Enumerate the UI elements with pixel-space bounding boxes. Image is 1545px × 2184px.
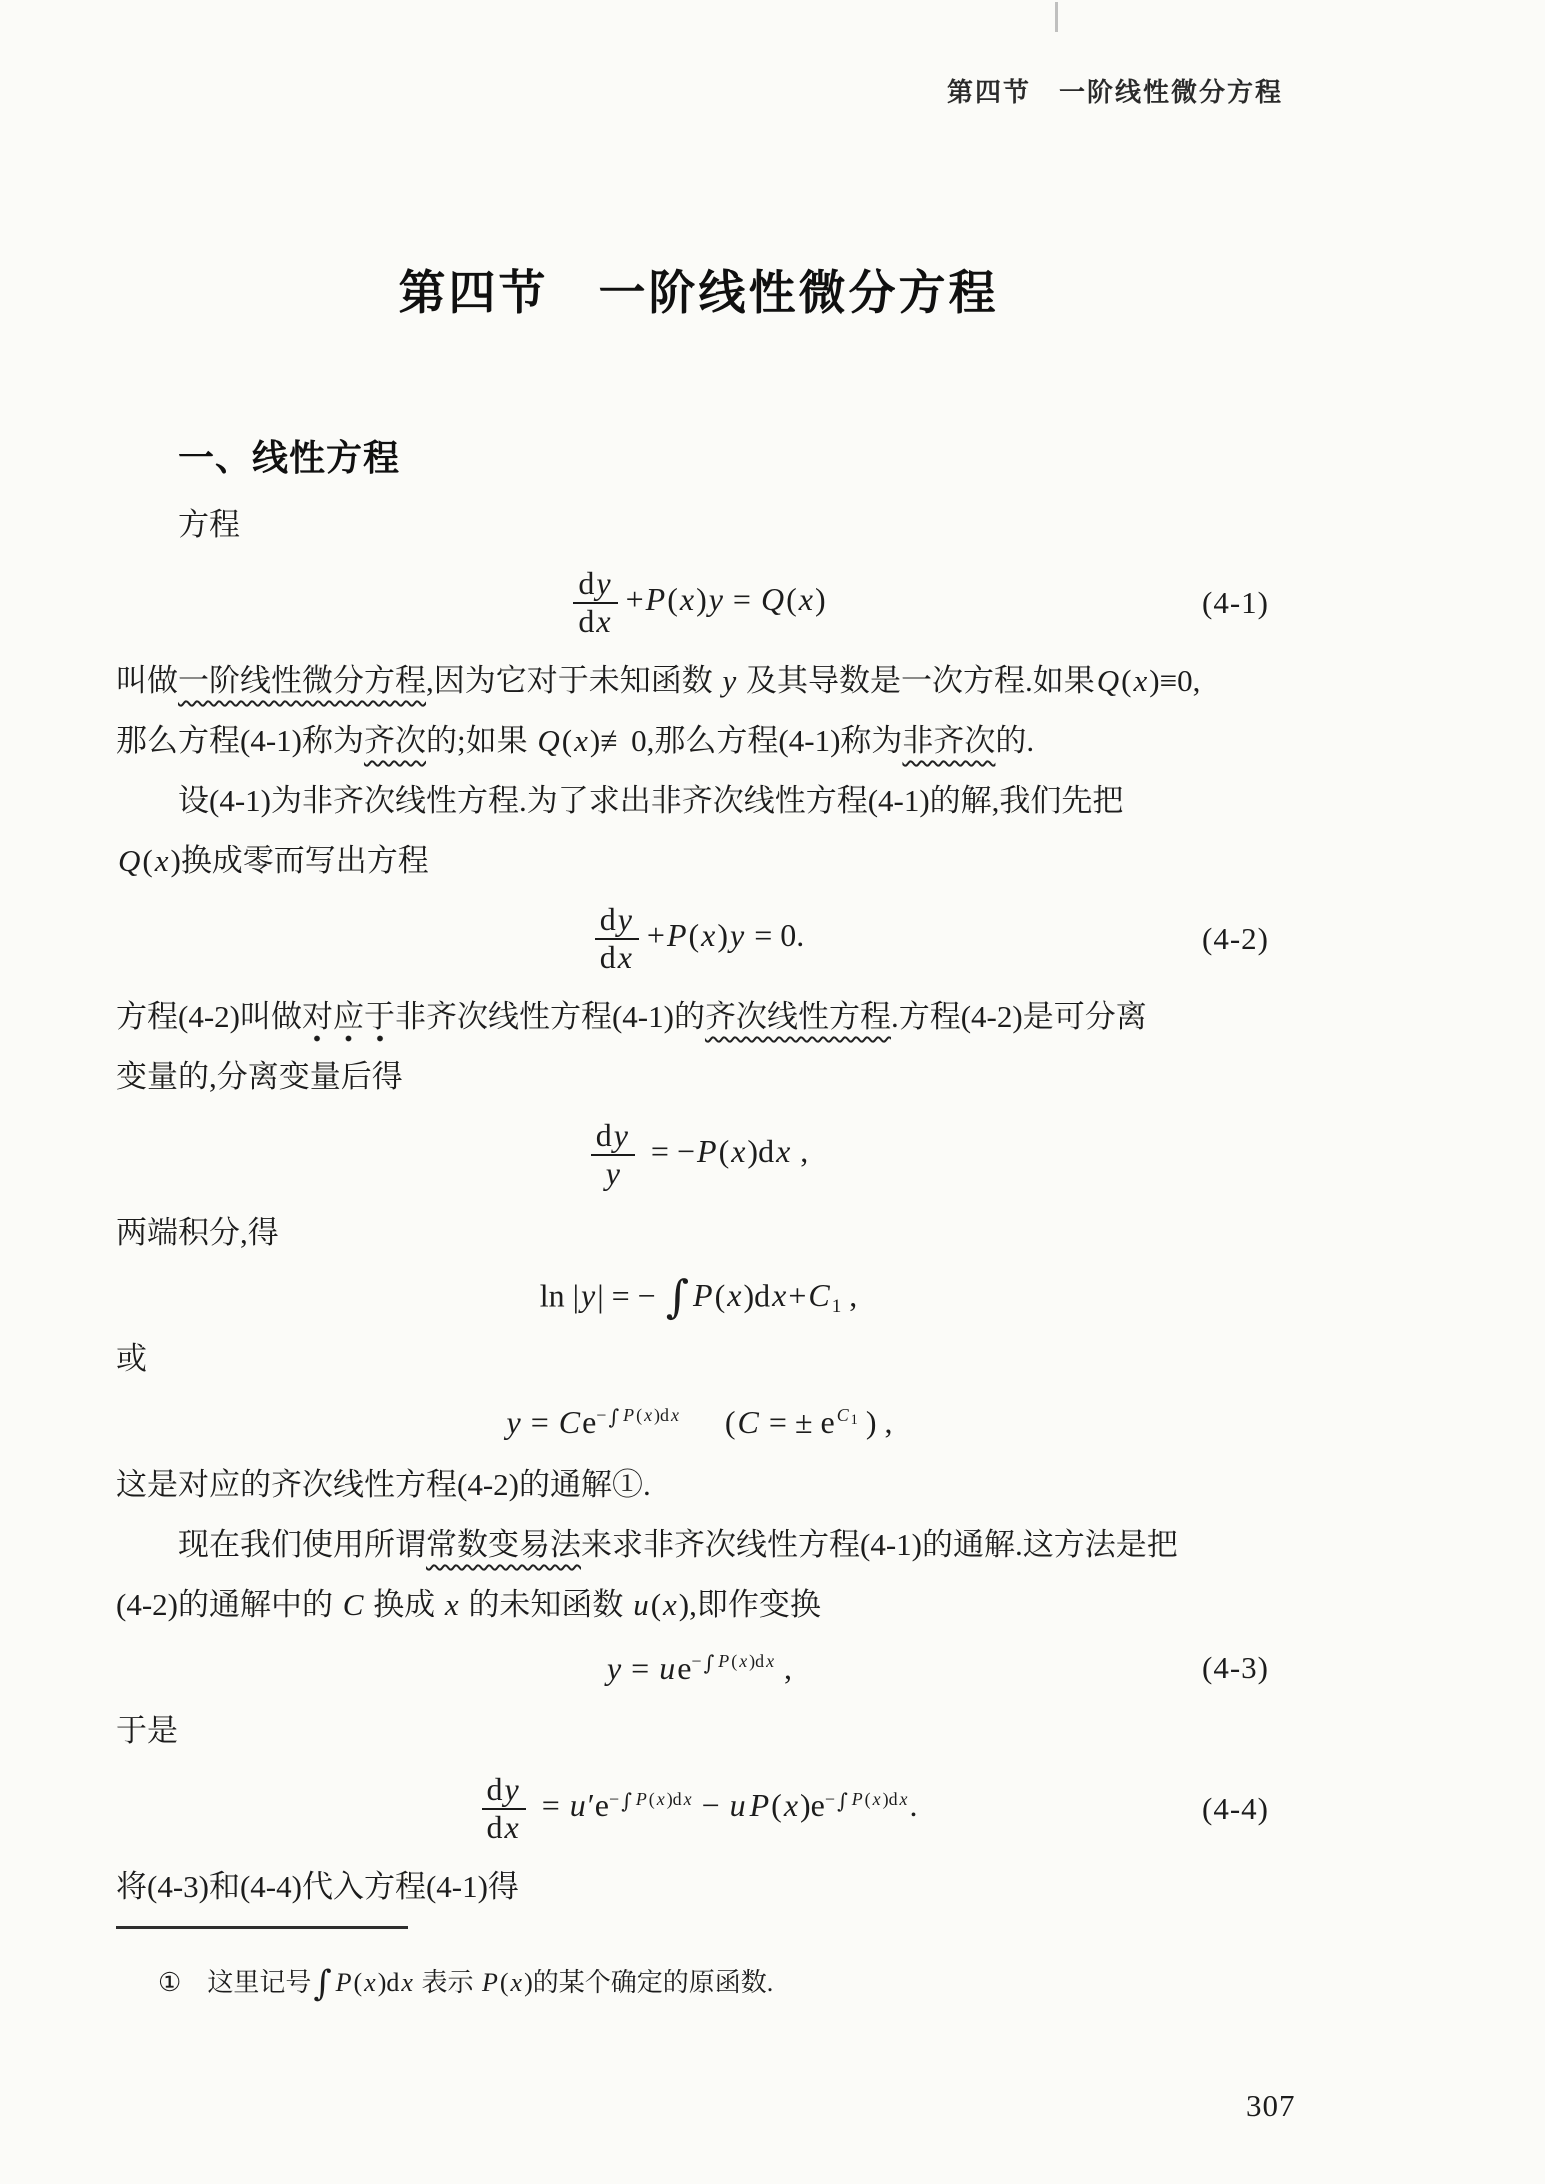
math-variable: x <box>656 1789 665 1810</box>
formula-body <box>571 566 825 640</box>
math-variable: C <box>558 1403 581 1440</box>
integral-sign: ∫ <box>608 1404 620 1429</box>
running-header: 第四节 一阶线性微分方程 <box>946 77 1283 107</box>
math-variable: x <box>670 1405 679 1426</box>
math-variable: x <box>617 939 632 975</box>
text-run: 这是对应的齐次线性方程(4-2)的通解①. <box>116 1467 651 1502</box>
math-roman: ) <box>170 843 181 878</box>
math-variable: P <box>335 1968 352 1997</box>
math-roman: ) <box>814 581 826 618</box>
math-roman: d <box>486 1771 503 1808</box>
formula-body <box>540 1270 858 1323</box>
math-roman: ) <box>589 723 601 758</box>
math-variable: x <box>798 581 813 618</box>
math-roman: ( <box>667 581 678 618</box>
math-roman: | <box>572 1277 579 1314</box>
fraction-numerator <box>573 566 617 602</box>
math-variable: Q <box>1096 663 1120 698</box>
display-formula <box>116 1635 1281 1701</box>
math-variable: y <box>506 1403 521 1440</box>
subscript <box>832 1296 842 1317</box>
math-variable: x <box>739 1651 748 1672</box>
math-variable: x <box>783 1787 799 1824</box>
math-roman: ) <box>524 1968 533 1997</box>
subscript <box>851 1412 858 1428</box>
math-roman: ≡ <box>1159 663 1178 698</box>
integral-sign: ∫ <box>703 1650 715 1675</box>
page-number: 307 <box>1246 2088 1296 2123</box>
math-roman: ( <box>714 1277 726 1314</box>
math-roman: = <box>623 1649 658 1686</box>
paragraph <box>116 831 1281 891</box>
math-roman: = <box>522 1403 557 1440</box>
text-run: 及其导数是一次方程.如果 <box>738 663 1095 698</box>
math-variable: C <box>808 1277 830 1314</box>
math-roman: e <box>820 1403 835 1440</box>
text-run: , <box>1192 663 1201 698</box>
paragraph <box>116 1329 1281 1389</box>
integral-sign: ∫ <box>313 1963 332 2005</box>
wavy-underlined-text: 齐次线性方程 <box>704 999 891 1034</box>
math-variable: C <box>737 1403 759 1440</box>
math-roman: ( <box>1121 663 1132 698</box>
math-roman: ① <box>158 1968 182 1997</box>
math-roman: , <box>876 1403 893 1440</box>
text-run: 的未知函数 <box>460 1587 632 1622</box>
wavy-underlined-text: 齐次 <box>363 723 426 758</box>
math-variable: C <box>342 1587 364 1622</box>
display-formula <box>116 1263 1281 1329</box>
math-roman: = <box>724 581 759 618</box>
math-roman: d <box>386 1968 400 1997</box>
math-variable: x <box>727 1277 742 1314</box>
text-run: 非齐次线性方程(4-1)的 <box>394 999 705 1034</box>
math-roman: ( <box>142 843 153 878</box>
math-roman: ( <box>636 1405 643 1426</box>
math-variable: P <box>851 1789 863 1810</box>
math-variable: x <box>504 1809 519 1845</box>
math-roman: ( <box>648 1789 655 1810</box>
math-variable: x <box>701 917 716 954</box>
equation-number: (4-3) <box>1202 1650 1269 1685</box>
math-variable: x <box>872 1789 881 1810</box>
math-variable: x <box>731 1133 746 1170</box>
math-variable: y <box>605 1155 620 1191</box>
math-roman: = <box>746 917 781 954</box>
paragraph <box>116 651 1281 711</box>
math-roman: ) <box>800 1787 811 1824</box>
fraction-denominator <box>573 604 617 640</box>
math-roman: d <box>599 939 616 975</box>
math-roman: 1 <box>850 1412 858 1429</box>
math-variable: P <box>718 1651 730 1672</box>
math-roman: ln <box>539 1277 573 1314</box>
math-variable: x <box>766 1651 775 1672</box>
text-run: .方程(4-2)是可分离 <box>890 999 1147 1034</box>
math-roman: 1 <box>831 1295 842 1317</box>
fraction <box>595 902 639 976</box>
footnote-rule <box>116 1926 408 1929</box>
math-roman: ( <box>561 723 573 758</box>
text-run: 方程 <box>178 507 240 542</box>
fraction <box>591 1118 635 1192</box>
wavy-underlined-text: 非齐次 <box>902 723 996 758</box>
display-formula <box>116 1107 1281 1203</box>
math-variable: u <box>633 1587 649 1622</box>
math-variable: P <box>645 581 666 618</box>
paragraph <box>116 1455 1281 1515</box>
paragraph <box>116 1857 1281 1917</box>
display-formula <box>116 891 1281 987</box>
math-roman: d <box>578 603 595 639</box>
text-run: (4-2)的通解中的 <box>116 1587 341 1622</box>
fraction-numerator <box>482 1772 526 1808</box>
fraction <box>482 1772 526 1846</box>
math-variable: P <box>693 1277 713 1314</box>
text-run: 的;如果 <box>425 723 536 758</box>
math-roman: ) <box>717 917 729 954</box>
text-run: 的某个确定的原函数. <box>532 1968 774 1997</box>
math-variable: y <box>722 663 737 698</box>
formula-body <box>589 1118 809 1192</box>
math-variable: P <box>481 1968 498 1997</box>
math-roman: ′ <box>587 1787 595 1824</box>
math-variable: x <box>1133 663 1148 698</box>
superscript <box>596 1404 681 1429</box>
formula-body <box>505 1404 893 1441</box>
math-roman: + <box>646 917 665 954</box>
math-roman: ( <box>731 1651 738 1672</box>
text-run: 表示 <box>414 1968 480 1997</box>
math-variable: y <box>606 1649 622 1686</box>
math-roman: ) <box>666 1789 673 1810</box>
text-run: 换成零而写出方程 <box>180 843 429 878</box>
math-variable: P <box>635 1789 647 1810</box>
paragraph <box>116 771 1281 831</box>
paragraph <box>116 987 1281 1047</box>
math-roman: − <box>824 1789 835 1810</box>
math-variable: C <box>836 1405 849 1426</box>
display-formula <box>116 555 1281 651</box>
display-formula <box>116 1761 1281 1857</box>
math-roman: 0. <box>780 917 805 954</box>
math-variable: u <box>659 1649 676 1686</box>
math-variable: x <box>899 1789 908 1810</box>
dot-emphasized-text: 对应于 <box>302 999 395 1043</box>
math-variable: x <box>574 723 588 758</box>
text-run: 来求非齐次线性方程(4-1)的通解.这方法是把 <box>581 1527 1178 1562</box>
paragraph <box>116 1047 1281 1107</box>
paragraph <box>116 495 1281 555</box>
superscript <box>824 1788 910 1813</box>
math-variable: y <box>504 1771 519 1808</box>
formula-body <box>605 1650 792 1687</box>
text-run: 的. <box>995 723 1035 758</box>
math-variable: Q <box>537 723 560 758</box>
math-variable: x <box>644 1405 653 1426</box>
math-variable: y <box>617 901 632 938</box>
math-variable: P <box>666 917 687 954</box>
math-variable: x <box>772 1277 787 1314</box>
math-variable: y <box>581 1277 596 1314</box>
math-variable: x <box>776 1133 791 1170</box>
math-roman: d <box>754 1277 771 1314</box>
page-title: 第四节 一阶线性微分方程 <box>398 266 999 319</box>
text-run: ,因为它对于未知函数 <box>426 663 721 698</box>
math-roman: ) <box>747 1133 759 1170</box>
paragraph <box>116 1203 1281 1263</box>
math-variable: x <box>510 1968 523 1997</box>
math-roman: − <box>691 1651 702 1672</box>
math-variable: P <box>697 1133 717 1170</box>
math-variable: x <box>683 1789 692 1810</box>
fraction <box>573 566 617 640</box>
math-roman: ( <box>499 1968 509 1997</box>
math-variable: Q <box>118 843 141 878</box>
math-roman: d <box>758 1133 775 1170</box>
equation-number: (4-4) <box>1202 1791 1269 1826</box>
math-roman: | = − <box>597 1277 664 1314</box>
paragraph <box>116 1575 1281 1635</box>
math-roman: , <box>792 1133 809 1170</box>
math-roman: ) <box>654 1405 660 1426</box>
math-roman: ) <box>377 1968 387 1997</box>
fraction-denominator <box>482 1810 526 1846</box>
math-roman: d <box>578 565 595 602</box>
text-run: 换成 <box>365 1587 443 1622</box>
footnote <box>158 1962 773 2004</box>
math-roman: − <box>693 1787 728 1824</box>
math-roman: ( <box>650 1587 662 1622</box>
math-variable: P <box>623 1405 635 1426</box>
fraction-numerator <box>595 902 639 938</box>
math-roman: ( <box>864 1789 871 1810</box>
integral-sign: ∫ <box>836 1788 848 1813</box>
math-roman: ( <box>353 1968 363 1997</box>
text-run: 那么方程(4-1)称为 <box>116 723 364 758</box>
text-run: ,那么方程(4-1)称为 <box>646 723 903 758</box>
math-variable: x <box>663 1587 677 1622</box>
math-roman: − <box>608 1789 620 1810</box>
paragraph <box>116 1515 1281 1575</box>
formula-body <box>480 1772 918 1846</box>
math-roman: ) <box>857 1403 877 1440</box>
math-roman: e <box>582 1403 597 1440</box>
wavy-underlined-text: 常数变易法 <box>426 1527 581 1562</box>
math-roman: , <box>841 1277 858 1314</box>
math-variable: y <box>730 917 745 954</box>
integral-sign: ∫ <box>621 1788 632 1813</box>
math-roman: ) <box>882 1789 889 1810</box>
math-roman: ( <box>688 917 700 954</box>
math-roman: ) <box>749 1651 756 1672</box>
math-roman: = <box>533 1787 568 1824</box>
page-content <box>116 495 1281 1917</box>
text-run: 现在我们使用所谓 <box>178 1527 426 1562</box>
text-run: 叫做 <box>116 663 178 698</box>
math-roman: d <box>595 1117 612 1154</box>
math-roman: d <box>599 901 616 938</box>
math-variable: x <box>364 1968 376 1997</box>
fraction-denominator <box>599 1156 627 1192</box>
display-formula <box>116 1389 1281 1455</box>
math-roman: ( <box>771 1787 782 1824</box>
paragraph <box>116 711 1281 771</box>
integral-sign: ∫ <box>665 1269 690 1323</box>
math-roman: ≢ <box>600 723 632 758</box>
scan-artifact <box>1055 2 1058 32</box>
fraction-denominator <box>595 940 639 976</box>
math-roman: e <box>594 1787 609 1824</box>
math-roman: 0 <box>1177 663 1193 698</box>
formula-body <box>593 902 805 976</box>
math-variable: x <box>154 843 169 878</box>
text-run: 变量的,分离变量后得 <box>116 1059 403 1094</box>
math-variable: x <box>444 1587 459 1622</box>
math-roman: d <box>659 1405 669 1426</box>
paragraph <box>116 1701 1281 1761</box>
text-run: 设(4-1)为非齐次线性方程.为了求出非齐次线性方程(4-1)的解,我们先把 <box>178 783 1124 818</box>
math-roman: 0 <box>631 723 647 758</box>
math-variable: P <box>749 1787 770 1824</box>
superscript <box>608 1788 694 1813</box>
math-roman: + <box>625 581 644 618</box>
math-roman: . <box>909 1787 918 1824</box>
text-run: 将(4-3)和(4-4)代入方程(4-1)得 <box>116 1869 519 1904</box>
math-roman: e <box>810 1787 825 1824</box>
text-run: ,即作变换 <box>689 1587 821 1622</box>
math-variable: Q <box>760 581 785 618</box>
math-variable: u <box>569 1787 586 1824</box>
math-roman: ) <box>743 1277 755 1314</box>
math-roman: d <box>888 1789 898 1810</box>
math-variable: y <box>596 565 611 602</box>
math-variable: y <box>708 581 723 618</box>
math-roman: ) <box>696 581 707 618</box>
math-roman: + <box>788 1277 807 1314</box>
math-roman: ( <box>786 581 797 618</box>
fraction-numerator <box>591 1118 635 1154</box>
math-roman: d <box>486 1809 503 1845</box>
math-roman: ( <box>718 1133 730 1170</box>
math-roman: ) <box>678 1587 690 1622</box>
superscript <box>835 1405 858 1429</box>
math-variable: y <box>613 1117 628 1154</box>
text-run: 于是 <box>116 1713 178 1748</box>
text-run: 或 <box>116 1341 147 1376</box>
math-roman: d <box>672 1789 682 1810</box>
text-run: 方程(4-2)叫做 <box>116 999 302 1034</box>
math-roman: , <box>776 1649 793 1686</box>
equation-number: (4-1) <box>1202 585 1269 620</box>
math-roman: ( <box>724 1403 736 1440</box>
math-roman: = − <box>642 1133 696 1170</box>
math-roman: − <box>596 1405 607 1426</box>
math-roman: d <box>755 1651 765 1672</box>
math-variable: x <box>596 603 611 639</box>
math-variable: x <box>401 1968 413 1997</box>
text-run: 这里记号 <box>207 1968 312 1997</box>
subsection-heading: 一、线性方程 <box>178 437 401 478</box>
text-run: 两端积分,得 <box>116 1215 279 1250</box>
math-variable: u <box>729 1787 746 1824</box>
superscript <box>691 1650 776 1675</box>
math-roman: ) <box>1149 663 1160 698</box>
wavy-underlined-text: 一阶线性微分方程 <box>178 663 426 698</box>
math-variable: x <box>679 581 695 618</box>
equation-number: (4-2) <box>1202 921 1269 956</box>
math-roman: = ± <box>760 1403 821 1440</box>
math-roman: e <box>677 1649 692 1686</box>
